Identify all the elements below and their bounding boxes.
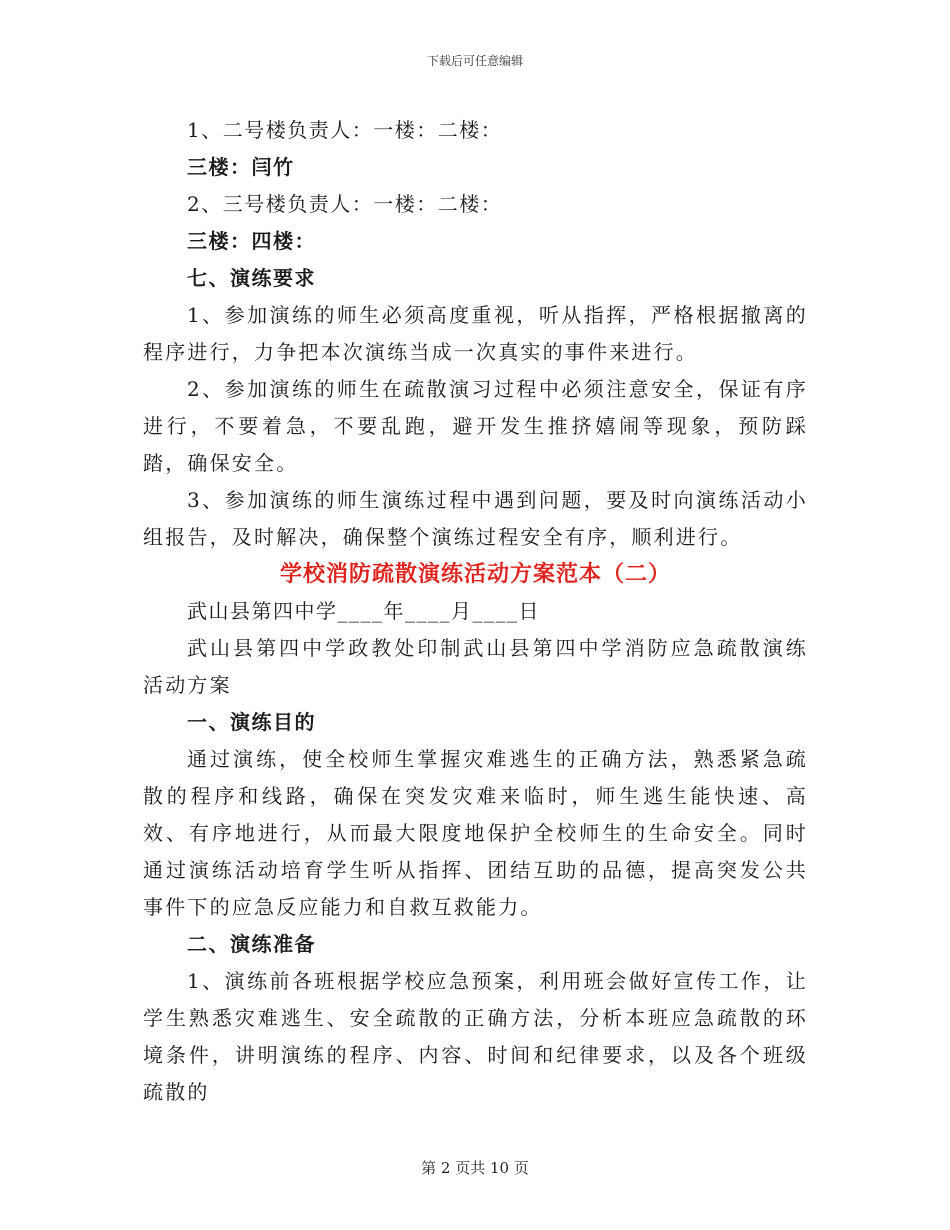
requirement-paragraph-2: 2、参加演练的师生在疏散演习过程中必须注意安全，保证有序进行，不要着急，不要乱跑，避开发生推挤嬉闹等现象，预防踩踏，确保安全。	[143, 377, 808, 475]
preparation-paragraph-1: 1、演练前各班根据学校应急预案，利用班会做好宣传工作，让学生熟悉灾难逃生、安全疏散的正确方法，分析本班应急疏散的环境条件，讲明演练的程序、内容、时间和纪律要求，以及各个班级疏散的	[143, 969, 808, 1104]
purpose-paragraph: 通过演练，使全校师生掌握灾难逃生的正确方法，熟悉紧急疏散的程序和线路，确保在突发灾难来临时，师生逃生能快速、高效、有序地进行，从而最大限度地保护全校师生的生命安全。同时通过演练活动培育学生听从指挥、团结互助的品德，提高突发公共事件下的应急反应能力和自救互救能力。	[143, 747, 808, 919]
section-heading-purpose: 一、演练目的	[187, 710, 316, 734]
third-fourth-floor: 三楼：四楼：	[187, 229, 316, 253]
issuer-paragraph: 武山县第四中学政教处印制武山县第四中学消防应急疏散演练活动方案	[143, 636, 808, 697]
section-heading-requirements: 七、演练要求	[187, 266, 316, 290]
requirement-paragraph-1: 1、参加演练的师生必须高度重视，听从指挥，严格根据撤离的程序进行，力争把本次演练当成一次真实的事件来进行。	[143, 303, 808, 364]
building-three-leaders: 2、三号楼负责人：一楼：二楼：	[187, 192, 503, 216]
section-heading-preparation: 二、演练准备	[187, 932, 316, 956]
date-line: 武山县第四中学____年____月____日	[187, 599, 540, 623]
page-header: 下载后可任意编辑	[426, 54, 523, 68]
third-floor-leader: 三楼：闫竹	[187, 155, 295, 179]
page-footer: 第 2 页共 10 页	[421, 1159, 529, 1177]
document-title: 学校消防疏散演练活动方案范本（二）	[279, 561, 671, 587]
document-body	[143, 112, 808, 1111]
requirement-paragraph-3: 3、参加演练的师生演练过程中遇到问题，要及时向演练活动小组报告，及时解决，确保整个演练过程安全有序，顺利进行。	[143, 488, 808, 549]
building-two-leaders: 1、二号楼负责人：一楼：二楼：	[187, 118, 503, 142]
